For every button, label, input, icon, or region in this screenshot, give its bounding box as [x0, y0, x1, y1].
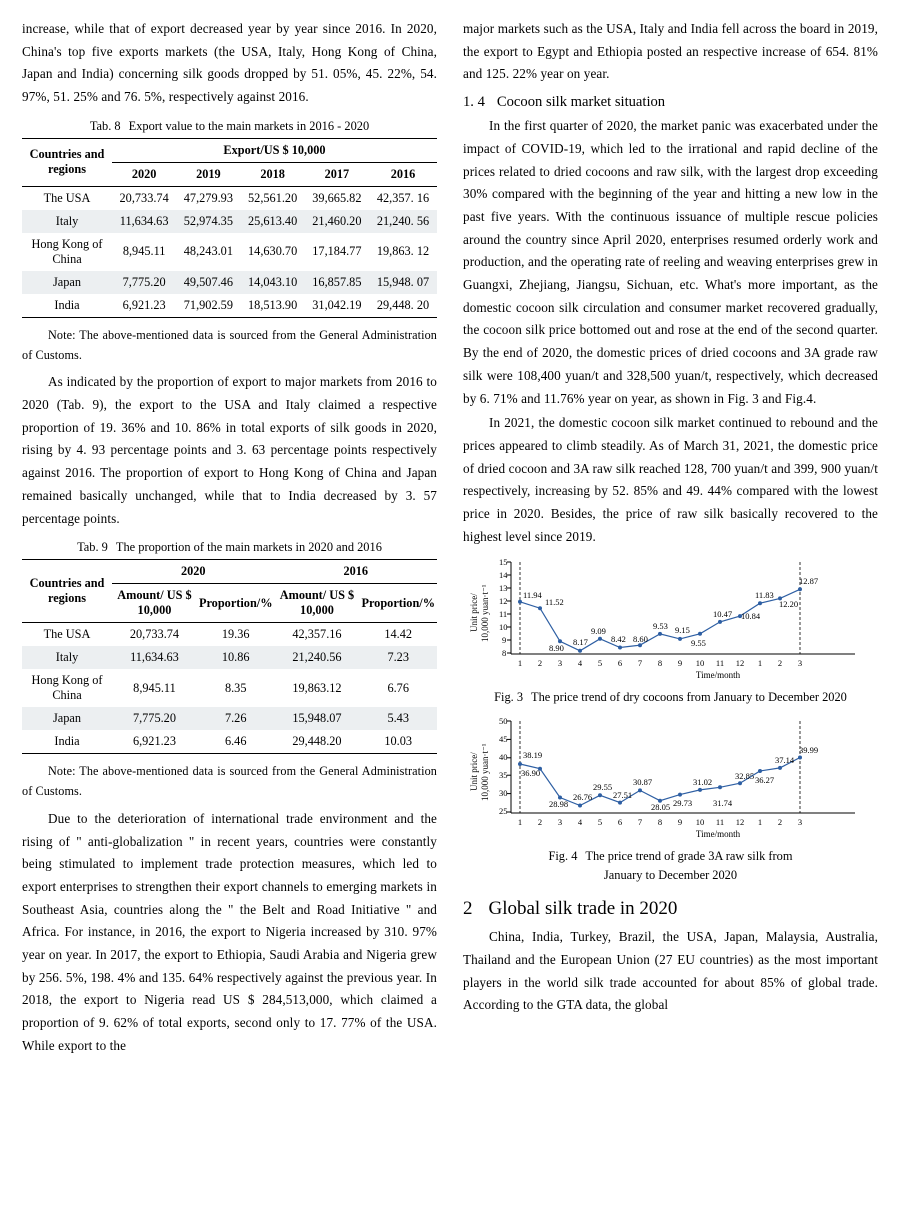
fig3-xtick: 7 [637, 658, 643, 669]
fig4-xtick: 4 [577, 817, 583, 828]
fig3-point-label: 12.20 [779, 599, 799, 610]
table-row [22, 669, 437, 707]
table-row [22, 210, 437, 233]
table-row [22, 730, 437, 754]
table9-row-label: The USA [43, 627, 91, 642]
table9-cell: 21,240.56 [292, 650, 342, 665]
table9-cell: 15,948.07 [292, 711, 342, 726]
table9-caption [22, 540, 437, 555]
table8-note [22, 326, 437, 366]
fig3-xtick: 2 [777, 658, 783, 669]
fig3-xtick: 1 [517, 658, 523, 669]
table8-cell: 14,043.10 [248, 274, 298, 289]
fig3-ytick: 14 [499, 570, 508, 581]
fig4-xtick: 5 [597, 817, 603, 828]
figure-4-caption-line1 [463, 847, 878, 866]
table9-cell: 29,448.20 [292, 734, 342, 749]
fig4-point-label: 27.51 [613, 790, 633, 801]
fig4-point-label: 36.27 [755, 775, 775, 786]
fig3-point-label: 9.53 [653, 621, 668, 632]
table8-cell: 39,665.82 [312, 190, 362, 205]
figure-4-caption-text1: The price trend of grade 3A raw silk from [585, 849, 793, 864]
big-section-title: Global silk trade in 2020 [488, 898, 678, 920]
table9-note-text: Note: The above-mentioned data is sourced from the General Administration of Customs. [22, 764, 437, 799]
fig3-xtick: 2 [537, 658, 543, 669]
fig4-point-label: 29.55 [593, 782, 613, 793]
fig3-point-label: 8.60 [633, 634, 648, 645]
table9-cell: 6.46 [224, 734, 247, 749]
table9-cell: 19.36 [221, 627, 250, 642]
fig3-point-label: 11.94 [523, 590, 542, 601]
table-row [22, 233, 437, 271]
table8-cell: 52,974.35 [183, 213, 233, 228]
table9-cell: 10.03 [384, 734, 413, 749]
table-row [22, 271, 437, 294]
fig4-point-label: 26.76 [573, 792, 593, 803]
table8-year-header: 2018 [241, 162, 305, 186]
table-row [22, 707, 437, 730]
table8-cell: 20,733.74 [119, 190, 169, 205]
table9-sub-header: Proportion/% [197, 584, 275, 623]
fig3-ytick: 8 [502, 648, 507, 659]
table9-group-header: 2020 [112, 560, 275, 584]
fig4-xtick: 1 [757, 817, 763, 828]
table8-caption-text: Export value to the main markets in 2016 - 2020 [128, 118, 370, 133]
table9-cell: 10.86 [221, 650, 250, 665]
fig3-xtick: 8 [657, 658, 663, 669]
fig4-xtick: 8 [657, 817, 663, 828]
fig3-xtick: 3 [797, 658, 803, 669]
table8-row-label: India [54, 297, 80, 312]
fig3-xtick: 11 [715, 658, 725, 669]
paragraph-right-2: In the first quarter of 2020, the market panic was exacerbated under the impact of COVID-19, which led to the irrational and rapid decline of the prices related to dried cocoons and raw silk, with the largest drop exceeding 30% compared with the beginning of the year and hitting a new low in the past five years. With the continuous issuance of multiple rescue policies around the country since April 2020, enterprises resumed orderly work and production, and the operating rate of reeling and weaving enterprises grew in Guangxi, Zhejiang, Jiangsu, Sichuan, etc. What's more important, as the domestic cocoon silk circulation and consumer market recovered gradually, the cocoon silk price bottomed out and rose at the end of the second quarter. By the end of 2020, the domestic prices of dried cocoons and 3A grade raw silk were 108,400 yuan/t and 328,500 yuan/t, respectively, which decreased by 6. 71% and 11.76% year on year, as shown in Fig. 3 and Fig.4. [463, 118, 878, 406]
fig4-xtick: 7 [637, 817, 643, 828]
table9-cell: 7.23 [387, 650, 409, 665]
big-section-number: 2 [463, 898, 473, 920]
figure-4-caption-label: Fig. 4 [548, 849, 578, 864]
fig4-xtick: 9 [677, 817, 683, 828]
fig3-ytick: 12 [499, 596, 508, 607]
fig4-xtick: 11 [715, 817, 725, 828]
table8-cell: 21,240. 56 [376, 213, 430, 228]
section-heading-2 [463, 898, 878, 920]
fig4-ytick: 30 [499, 788, 508, 799]
fig4-ytick: 35 [499, 770, 508, 781]
figure-4 [463, 713, 878, 884]
fig4-xtick: 1 [517, 817, 523, 828]
fig4-point-label: 38.19 [523, 750, 543, 761]
table9-row-label: Italy [55, 650, 79, 665]
fig4-point-label: 29.73 [673, 798, 693, 809]
table8-cell: 19,863. 12 [376, 244, 430, 259]
table-row [22, 186, 437, 210]
table9-cell: 6.76 [387, 680, 409, 695]
table8-cell: 48,243.01 [183, 244, 233, 259]
fig4-xtick: 6 [617, 817, 623, 828]
table9-row-label: India [54, 734, 80, 749]
section-heading-1-4 [463, 94, 878, 111]
table8-row-label: Hong Kong of China [31, 236, 103, 266]
table9-cell: 11,634.63 [130, 650, 179, 665]
figure-3-caption [463, 688, 878, 707]
fig4-xtick: 10 [695, 817, 705, 828]
table9-cell: 5.43 [387, 711, 409, 726]
table9-cell: 7,775.20 [132, 711, 176, 726]
table8-cell: 49,507.46 [183, 274, 233, 289]
table8-cell: 16,857.85 [312, 274, 362, 289]
table8-cell: 21,460.20 [312, 213, 362, 228]
table8-cell: 47,279.93 [183, 190, 233, 205]
figure-3-caption-text: The price trend of dry cocoons from January to December 2020 [531, 690, 847, 705]
fig4-xtick: 3 [797, 817, 803, 828]
fig4-point-label: 36.90 [521, 768, 541, 779]
fig3-point-label: 9.55 [691, 638, 706, 649]
fig4-point-label: 31.74 [713, 798, 733, 809]
fig3-xtick: 4 [577, 658, 583, 669]
table8-note-text: Note: The above-mentioned data is sourced from the General Administration of Customs. [22, 327, 437, 362]
figure-3-chart [463, 554, 878, 684]
fig3-ytick: 13 [499, 583, 508, 594]
table8-corner-header [22, 138, 112, 186]
table-row [22, 646, 437, 669]
right-column [463, 18, 878, 1060]
table9-cell: 7.26 [224, 711, 247, 726]
fig3-xtick: 12 [735, 658, 745, 669]
table8-year-header: 2020 [112, 162, 176, 186]
figure-3 [463, 554, 878, 707]
fig4-point-label: 37.14 [775, 755, 795, 766]
table8-span-header: Export/US $ 10,000 [112, 138, 437, 162]
fig3-point-label: 10.47 [713, 609, 733, 620]
paragraph-right-4: China, India, Turkey, Brazil, the USA, Japan, Malaysia, Australia, Thailand and the European Union (27 EU countries) as the most important players in the world silk trade accounted for about 85% of global trade. According to the GTA data, the global [463, 929, 878, 1013]
table8-cell: 31,042.19 [312, 297, 362, 312]
fig3-point-label: 8.42 [611, 634, 626, 645]
fig4-point-label: 31.02 [693, 777, 713, 788]
fig3-ytick: 15 [499, 557, 508, 568]
left-column [22, 18, 437, 1060]
table8-row-label: Italy [55, 213, 79, 228]
fig3-ylabel-line1: Unit price/ [469, 593, 479, 633]
fig4-xtick: 12 [735, 817, 745, 828]
fig4-xtick: 2 [777, 817, 783, 828]
fig4-ytick: 50 [499, 716, 508, 727]
fig4-point-label: 28.05 [651, 802, 671, 813]
fig4-point-label: 30.87 [633, 777, 653, 788]
fig4-xtick: 3 [557, 817, 563, 828]
table9-row-label: Japan [53, 711, 81, 726]
fig4-point-label: 28.98 [549, 799, 569, 810]
fig4-xlabel: Time/month [695, 829, 741, 840]
fig3-ytick: 10 [499, 622, 508, 633]
paragraph-left-2: As indicated by the proportion of export to major markets from 2016 to 2020 (Tab. 9), the export to the USA and Italy claimed a respective proportion of 19. 36% and 10. 86% in total exports of silk goods in 2020, rising by 4. 93 percentage points and 3. 63 percentage points respectively against 2016. The proportion of export to Hong Kong of China and Japan remained basically unchanged, while that to India decreased by 3. 57 percentage points. [22, 374, 437, 526]
table-row [22, 294, 437, 318]
fig3-point-label: 10.84 [741, 611, 761, 622]
table8-cell: 8,945.11 [122, 244, 166, 259]
table9-caption-label: Tab. 9 [77, 540, 108, 555]
table8-cell: 52,561.20 [248, 190, 298, 205]
fig4-xtick: 2 [537, 817, 543, 828]
table9-cell: 19,863.12 [292, 680, 342, 695]
table8-corner-header-text: Countries and regions [29, 147, 105, 177]
paragraph-right-3: In 2021, the domestic cocoon silk market continued to rebound and the prices appeared to climb steadily. As of March 31, 2021, the domestic price of dried cocoon and 3A raw silk reached 128, 700 yuan/t and 399, 900 yuan/t respectively, increasing by 52. 85% and 49. 44% compared with the lowest price in 2020. Besides, the price of raw silk basically recovered to the highest level since 2019. [463, 415, 878, 544]
fig3-point-label: 9.09 [591, 626, 606, 637]
table8-cell: 7,775.20 [122, 274, 166, 289]
table8-year-header: 2017 [305, 162, 369, 186]
figure-4-chart [463, 713, 878, 843]
table-export-value [22, 138, 437, 318]
table9-note [22, 762, 437, 802]
fig4-ytick: 45 [499, 734, 508, 745]
table8-cell: 6,921.23 [122, 297, 166, 312]
paragraph-right-1: major markets such as the USA, Italy and India fell across the board in 2019, the export to Egypt and Ethiopia posted an respective increase of 654. 81% and 125. 22% year on year. [463, 21, 878, 82]
table9-cell: 14.42 [384, 627, 413, 642]
table8-cell: 25,613.40 [248, 213, 298, 228]
fig3-xtick: 1 [757, 658, 763, 669]
fig4-point-label: 32.85 [735, 771, 755, 782]
table8-year-header: 2016 [369, 162, 437, 186]
table9-cell: 20,733.74 [129, 627, 180, 642]
table9-cell: 42,357.16 [292, 627, 342, 642]
table8-cell: 14,630.70 [248, 244, 298, 259]
fig3-xtick: 10 [695, 658, 705, 669]
fig3-point-label: 8.17 [573, 637, 588, 648]
fig4-ylabel-line1: Unit price/ [469, 752, 479, 792]
table8-cell: 29,448. 20 [376, 297, 430, 312]
fig3-point-label: 11.52 [545, 597, 564, 608]
fig4-point-label: 39.99 [799, 745, 819, 756]
fig3-ylabel-line2: 10,000 yuan·t⁻¹ [480, 585, 490, 643]
table8-row-label: The USA [43, 190, 91, 205]
table9-group-header: 2016 [275, 560, 438, 584]
table8-year-header: 2019 [176, 162, 240, 186]
fig3-point-label: 11.83 [755, 590, 774, 601]
fig4-ylabel-line2: 10,000 yuan·t⁻¹ [480, 743, 490, 802]
table8-cell: 17,184.77 [312, 244, 362, 259]
figure-3-caption-label: Fig. 3 [494, 690, 524, 705]
fig3-ytick: 11 [499, 609, 508, 620]
fig3-xtick: 9 [677, 658, 683, 669]
section-title: Cocoon silk market situation [496, 94, 666, 111]
table9-caption-text: The proportion of the main markets in 2020 and 2016 [115, 540, 382, 555]
table8-cell: 42,357. 16 [376, 190, 430, 205]
table-row [22, 623, 437, 647]
figure-4-caption-line2: January to December 2020 [603, 867, 738, 882]
fig3-ytick: 9 [502, 635, 507, 646]
paragraph-left-1: increase, while that of export decreased year by year since 2016. In 2020, China's top five exports markets (the USA, Italy, Hong Kong of China, Japan and India) concerning silk goods dropped by 51. 05%, 45. 22%, 54. 97%, 51. 25% and 76. 5%, respectively against 2016. [22, 21, 437, 105]
table9-cell: 6,921.23 [132, 734, 176, 749]
table9-cell: 8.35 [224, 680, 247, 695]
table8-caption-label: Tab. 8 [89, 118, 121, 133]
table8-cell: 15,948. 07 [376, 274, 430, 289]
fig3-xtick: 6 [617, 658, 623, 669]
table-market-proportion [22, 559, 437, 754]
table9-cell: 8,945.11 [133, 680, 176, 695]
fig3-xtick: 3 [557, 658, 563, 669]
fig3-point-label: 12.87 [799, 576, 819, 587]
fig3-point-label: 8.90 [549, 643, 564, 654]
table9-sub-header: Proportion/% [359, 584, 437, 623]
fig3-xtick: 5 [597, 658, 603, 669]
fig3-point-label: 9.15 [675, 625, 690, 636]
paragraph-left-3: Due to the deterioration of international trade environment and the rising of " anti-globalization " in recent years, countries were constantly being stimulated to implement trade protection measures, which led to export enterprises to strengthen their export channels to emerging markets in Southeast Asia, countries along the " the Belt and Road Initiative " and Africa. For instance, in 2016, the export to Nigeria increased by 310. 97% year on year. In 2017, the export to Ethiopia, Saudi Arabia and Nigeria grew by 256. 5%, 198. 4% and 135. 64% respectively against the previous year. In 2018, the export to Nigeria read US $ 284,513,000, which claimed a proportion of 9. 62% of total exports, second only to 17. 77% of the USA. While export to the [22, 810, 437, 1053]
fig4-ytick: 40 [499, 752, 508, 763]
fig3-xlabel: Time/month [695, 670, 741, 681]
table9-sub-header: Amount/ US $ 10,000 [275, 584, 360, 623]
table8-cell: 18,513.90 [248, 297, 298, 312]
table8-row-label: Japan [53, 274, 81, 289]
section-number: 1. 4 [463, 94, 485, 111]
table8-cell: 71,902.59 [183, 297, 233, 312]
table9-corner-header: Countries and regions [22, 560, 112, 623]
table9-sub-header: Amount/ US $ 10,000 [112, 584, 197, 623]
fig4-ytick: 25 [499, 806, 508, 817]
table9-row-label: Hong Kong of China [31, 673, 103, 703]
table8-cell: 11,634.63 [119, 213, 169, 228]
figure-4-caption [463, 847, 878, 884]
table8-caption [22, 119, 437, 134]
